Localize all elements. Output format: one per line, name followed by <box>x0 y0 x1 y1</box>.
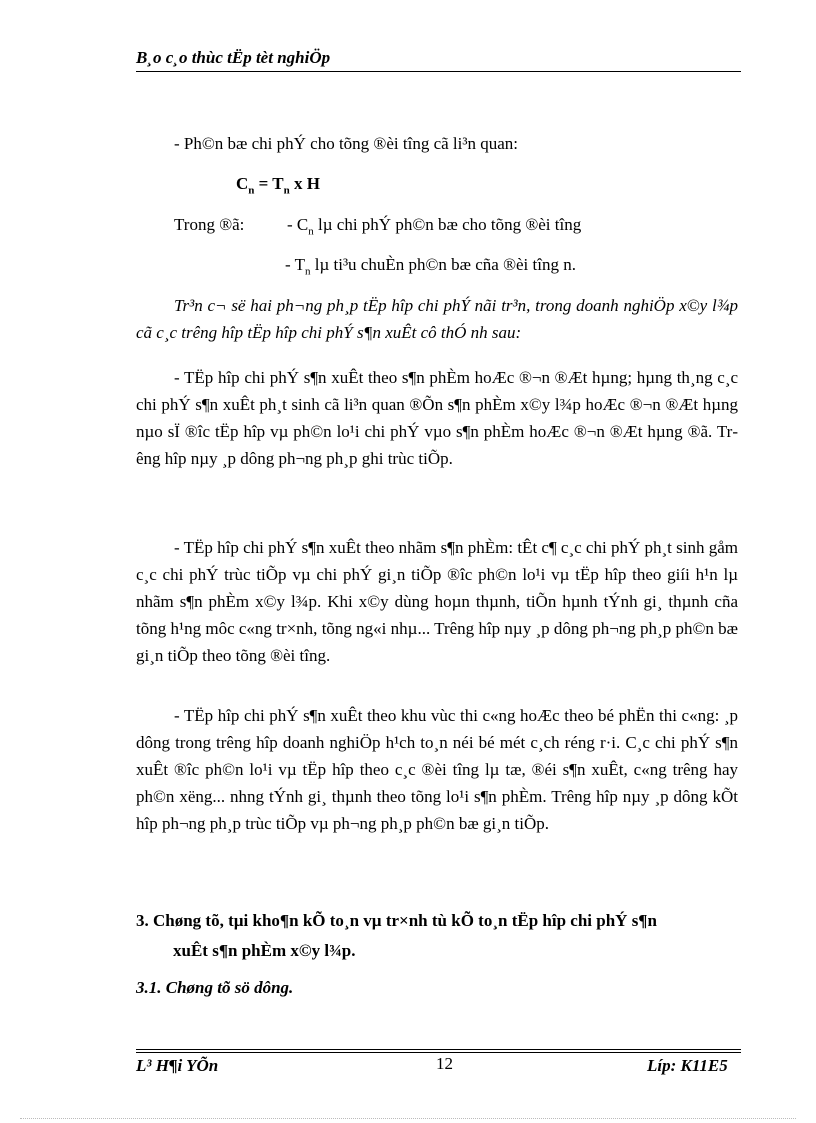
section-3-line-2: xuÊt s¶n phÈm x©y l¾p. <box>173 941 356 960</box>
paragraph-3: - TËp hîp chi phÝ s¶n xuÊt theo khu vùc thi c«ng hoÆc theo bé phËn thi c«ng: ¸p dông trong trêng hîp doanh nghiÖp h¹ch to¸n néi bé mét c¸ch réng r·i. C¸c chi phÝ s¶n xuÊt ®îc ph©n lo¹i vµ tËp hîp theo c¸c ®èi tîng lµ tæ, ®éi s¶n xuÊt, c«ng trêng hay ph©n xëng... nhng tÝnh gi¸ thµnh theo tõng lo¹i s¶n phÈm. Trêng hîp nµy ¸p dông kÕt hîp ph¬ng ph¸p trùc tiÕp vµ ph¬ng ph¸p ph©n bæ gi¸n tiÕp. <box>136 706 738 833</box>
definition-c-text: lµ chi phÝ ph©n bæ cho tõng ®èi tîng <box>313 215 582 234</box>
definition-c-sub: n <box>308 225 314 238</box>
footer-class: Líp: K11E5 <box>647 1056 728 1075</box>
definition-t-text: lµ ti³u chuÈn ph©n bæ cña ®èi tîng n. <box>310 255 576 274</box>
formula-rest: x H <box>289 174 320 193</box>
paragraph-2-block <box>136 534 738 669</box>
formula-eq: = T <box>254 174 284 193</box>
header-rule <box>136 71 741 72</box>
formula <box>236 174 320 196</box>
paragraph-1-block <box>136 364 738 472</box>
section-3-1-heading: 3.1. Chøng tõ sö dông. <box>136 978 294 997</box>
italic-intro-block <box>136 292 738 346</box>
footer-rule-bottom <box>136 1052 741 1053</box>
trong-do-lead: Trong ®ã: <box>174 215 245 234</box>
italic-intro-paragraph: Tr³n c¬ së hai ph¬ng ph¸p tËp hîp chi phÝ nãi tr³n, trong doanh nghiÖp x©y l¾p cã c¸c trêng hîp tËp hîp chi phÝ s¶n xuÊt cô thÓ nh sau: <box>136 296 738 342</box>
definition-c <box>287 215 581 237</box>
section-3-heading <box>136 906 738 966</box>
definition-t <box>285 255 576 277</box>
formula-sub-n1: n <box>248 184 255 197</box>
definition-c-pre: - C <box>287 215 309 234</box>
definition-t-pre: - T <box>285 255 305 274</box>
page-number: 12 <box>436 1054 453 1073</box>
footer-rule-top <box>136 1049 741 1050</box>
allocation-line: - Ph©n bæ chi phÝ cho tõng ®èi tîng cã li³n quan: <box>174 134 518 153</box>
section-3-line-1: 3. Chøng tõ, tµi kho¶n kÕ to¸n vµ tr×nh tù kÕ to¸n tËp hîp chi phÝ s¶n <box>136 911 657 930</box>
footer-author: L³ H¶i YÕn <box>136 1056 219 1075</box>
paragraph-1: - TËp hîp chi phÝ s¶n xuÊt theo s¶n phÈm hoÆc ®¬n ®Æt hµng; hµng th¸ng c¸c chi phÝ s¶n xuÊt ph¸t sinh cã li³n quan ®Õn s¶n phÈm x©y l¾p hoÆc ®¬n ®Æt hµng nµo sÏ ®îc tËp hîp vµ ph©n lo¹i chi phÝ vµo s¶n phÈm hoÆc ®¬n ®Æt hµng ®ã. Trêng hîp nµy ¸p dông ph¬ng ph¸p ghi trùc tiÕp. <box>136 368 738 468</box>
formula-sub-n2: n <box>283 184 290 197</box>
paragraph-3-block <box>136 702 738 837</box>
paragraph-2: - TËp hîp chi phÝ s¶n xuÊt theo nhãm s¶n phÈm: tÊt c¶ c¸c chi phÝ ph¸t sinh gåm c¸c chi phÝ trùc tiÕp vµ chi phÝ gi¸n tiÕp ®îc ph©n lo¹i vµ tËp hîp theo giíi h¹n lµ nhãm s¶n phÈm x©y l¾p. Khi x©y dùng hoµn thµnh, tiÕn hµnh tÝnh gi¸ thµnh cña tõng h¹ng môc c«ng tr×nh, tõng ng«i nhµ... Trêng hîp nµy ¸p dông ph¬ng ph¸p ph©n bæ gi¸n tiÕp theo tõng ®èi tîng. <box>136 538 738 665</box>
formula-c: C <box>236 174 249 193</box>
header-title: B¸o c¸o thùc tËp tèt nghiÖp <box>136 48 331 67</box>
page-edge-dots <box>20 1118 796 1119</box>
definition-t-sub: n <box>305 265 311 278</box>
